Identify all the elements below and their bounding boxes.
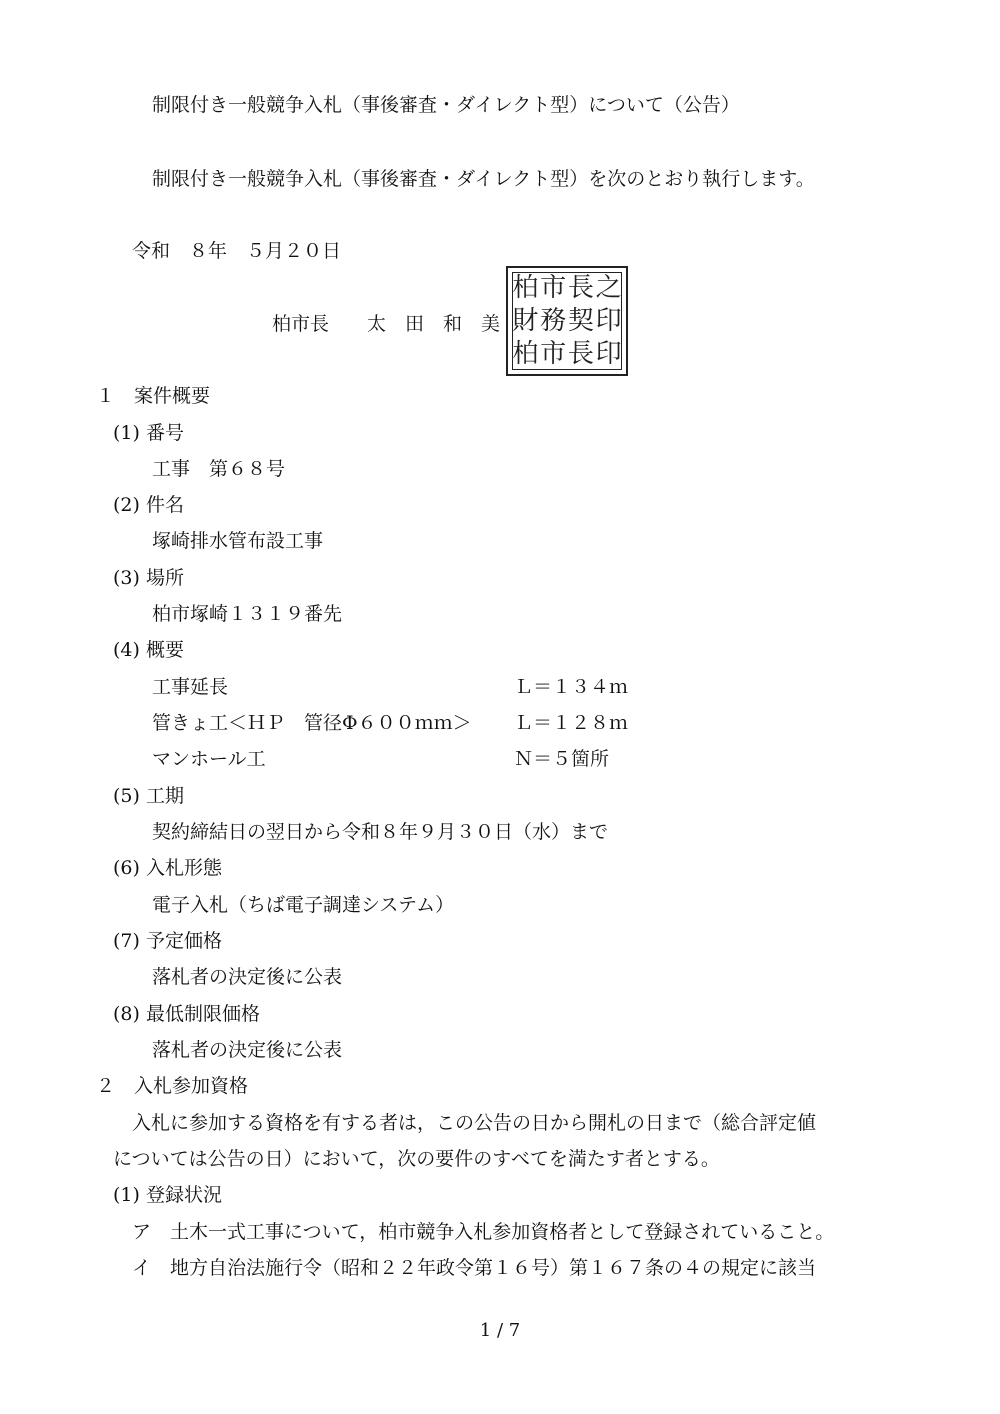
item-label: (6) 入札形態: [113, 857, 222, 879]
issuer-name: 柏市長 太 田 和 美: [272, 313, 501, 335]
seal-char: 市: [540, 339, 567, 369]
intro-text: 制限付き一般競争入札（事後審査・ダイレクト型）を次のとおり執行します。: [152, 168, 815, 190]
seal-char: 印: [595, 306, 622, 336]
page-number: 1 / 7: [479, 1320, 521, 1341]
item-label: (8) 最低制限価格: [113, 1003, 260, 1025]
item-label: (4) 概要: [113, 639, 184, 661]
overview-quantity: Ｌ＝１２８ｍ: [514, 712, 629, 734]
paragraph: については公告の日）において，次の要件のすべてを満たす者とする。: [113, 1148, 720, 1170]
item-value: 落札者の決定後に公表: [152, 966, 343, 988]
seal-char: 長: [567, 273, 594, 303]
item-label: (2) 件名: [113, 494, 184, 516]
overview-name: 工事延長: [152, 676, 229, 698]
sub-item: イ 地方自治法施行令（昭和２２年政令第１６号）第１６７条の４の規定に該当: [132, 1257, 817, 1279]
item-value: 柏市塚崎１３１９番先: [152, 603, 343, 625]
seal-char: 契: [567, 306, 594, 336]
official-seal: [506, 266, 628, 376]
seal-char: 之: [595, 273, 622, 303]
overview-name: 管きょ工＜ＨＰ 管径Φ６００ｍｍ＞: [152, 712, 472, 734]
item-label: (3) 場所: [113, 567, 184, 589]
paragraph: 入札に参加する資格を有する者は，この公告の日から開札の日まで（総合評定値: [132, 1112, 817, 1134]
seal-char: 務: [540, 306, 567, 336]
item-label: (7) 予定価格: [113, 930, 222, 952]
seal-char: 市: [540, 273, 567, 303]
overview-quantity: Ｌ＝１３４ｍ: [514, 676, 629, 698]
sub-item: ア 土木一式工事について，柏市競争入札参加資格者として登録されていること。: [132, 1221, 835, 1243]
item-value: 塚崎排水管布設工事: [152, 530, 324, 552]
item-value: 落札者の決定後に公表: [152, 1039, 343, 1061]
seal-char: 柏: [512, 339, 539, 369]
seal-char: 長: [567, 339, 594, 369]
item-label: (5) 工期: [113, 785, 184, 807]
overview-name: マンホール工: [152, 748, 266, 770]
item-value: 工事 第６８号: [152, 458, 286, 480]
item-label: (1) 番号: [113, 422, 184, 444]
item-value: 電子入札（ちば電子調達システム）: [152, 894, 455, 916]
overview-quantity: Ｎ＝５箇所: [514, 748, 610, 770]
seal-char: 財: [512, 306, 539, 336]
seal-char: 印: [595, 339, 622, 369]
section-2-heading: ２ 入札参加資格: [96, 1075, 249, 1097]
item-value: 契約締結日の翌日から令和８年９月３０日（水）まで: [152, 821, 609, 843]
item-label: (1) 登録状況: [113, 1184, 222, 1206]
section-1-heading: １ 案件概要: [96, 385, 211, 407]
seal-char: 柏: [512, 273, 539, 303]
document-title: 制限付き一般競争入札（事後審査・ダイレクト型）について（公告）: [152, 94, 740, 116]
issue-date: 令和 ８年 ５月２０日: [132, 240, 342, 262]
